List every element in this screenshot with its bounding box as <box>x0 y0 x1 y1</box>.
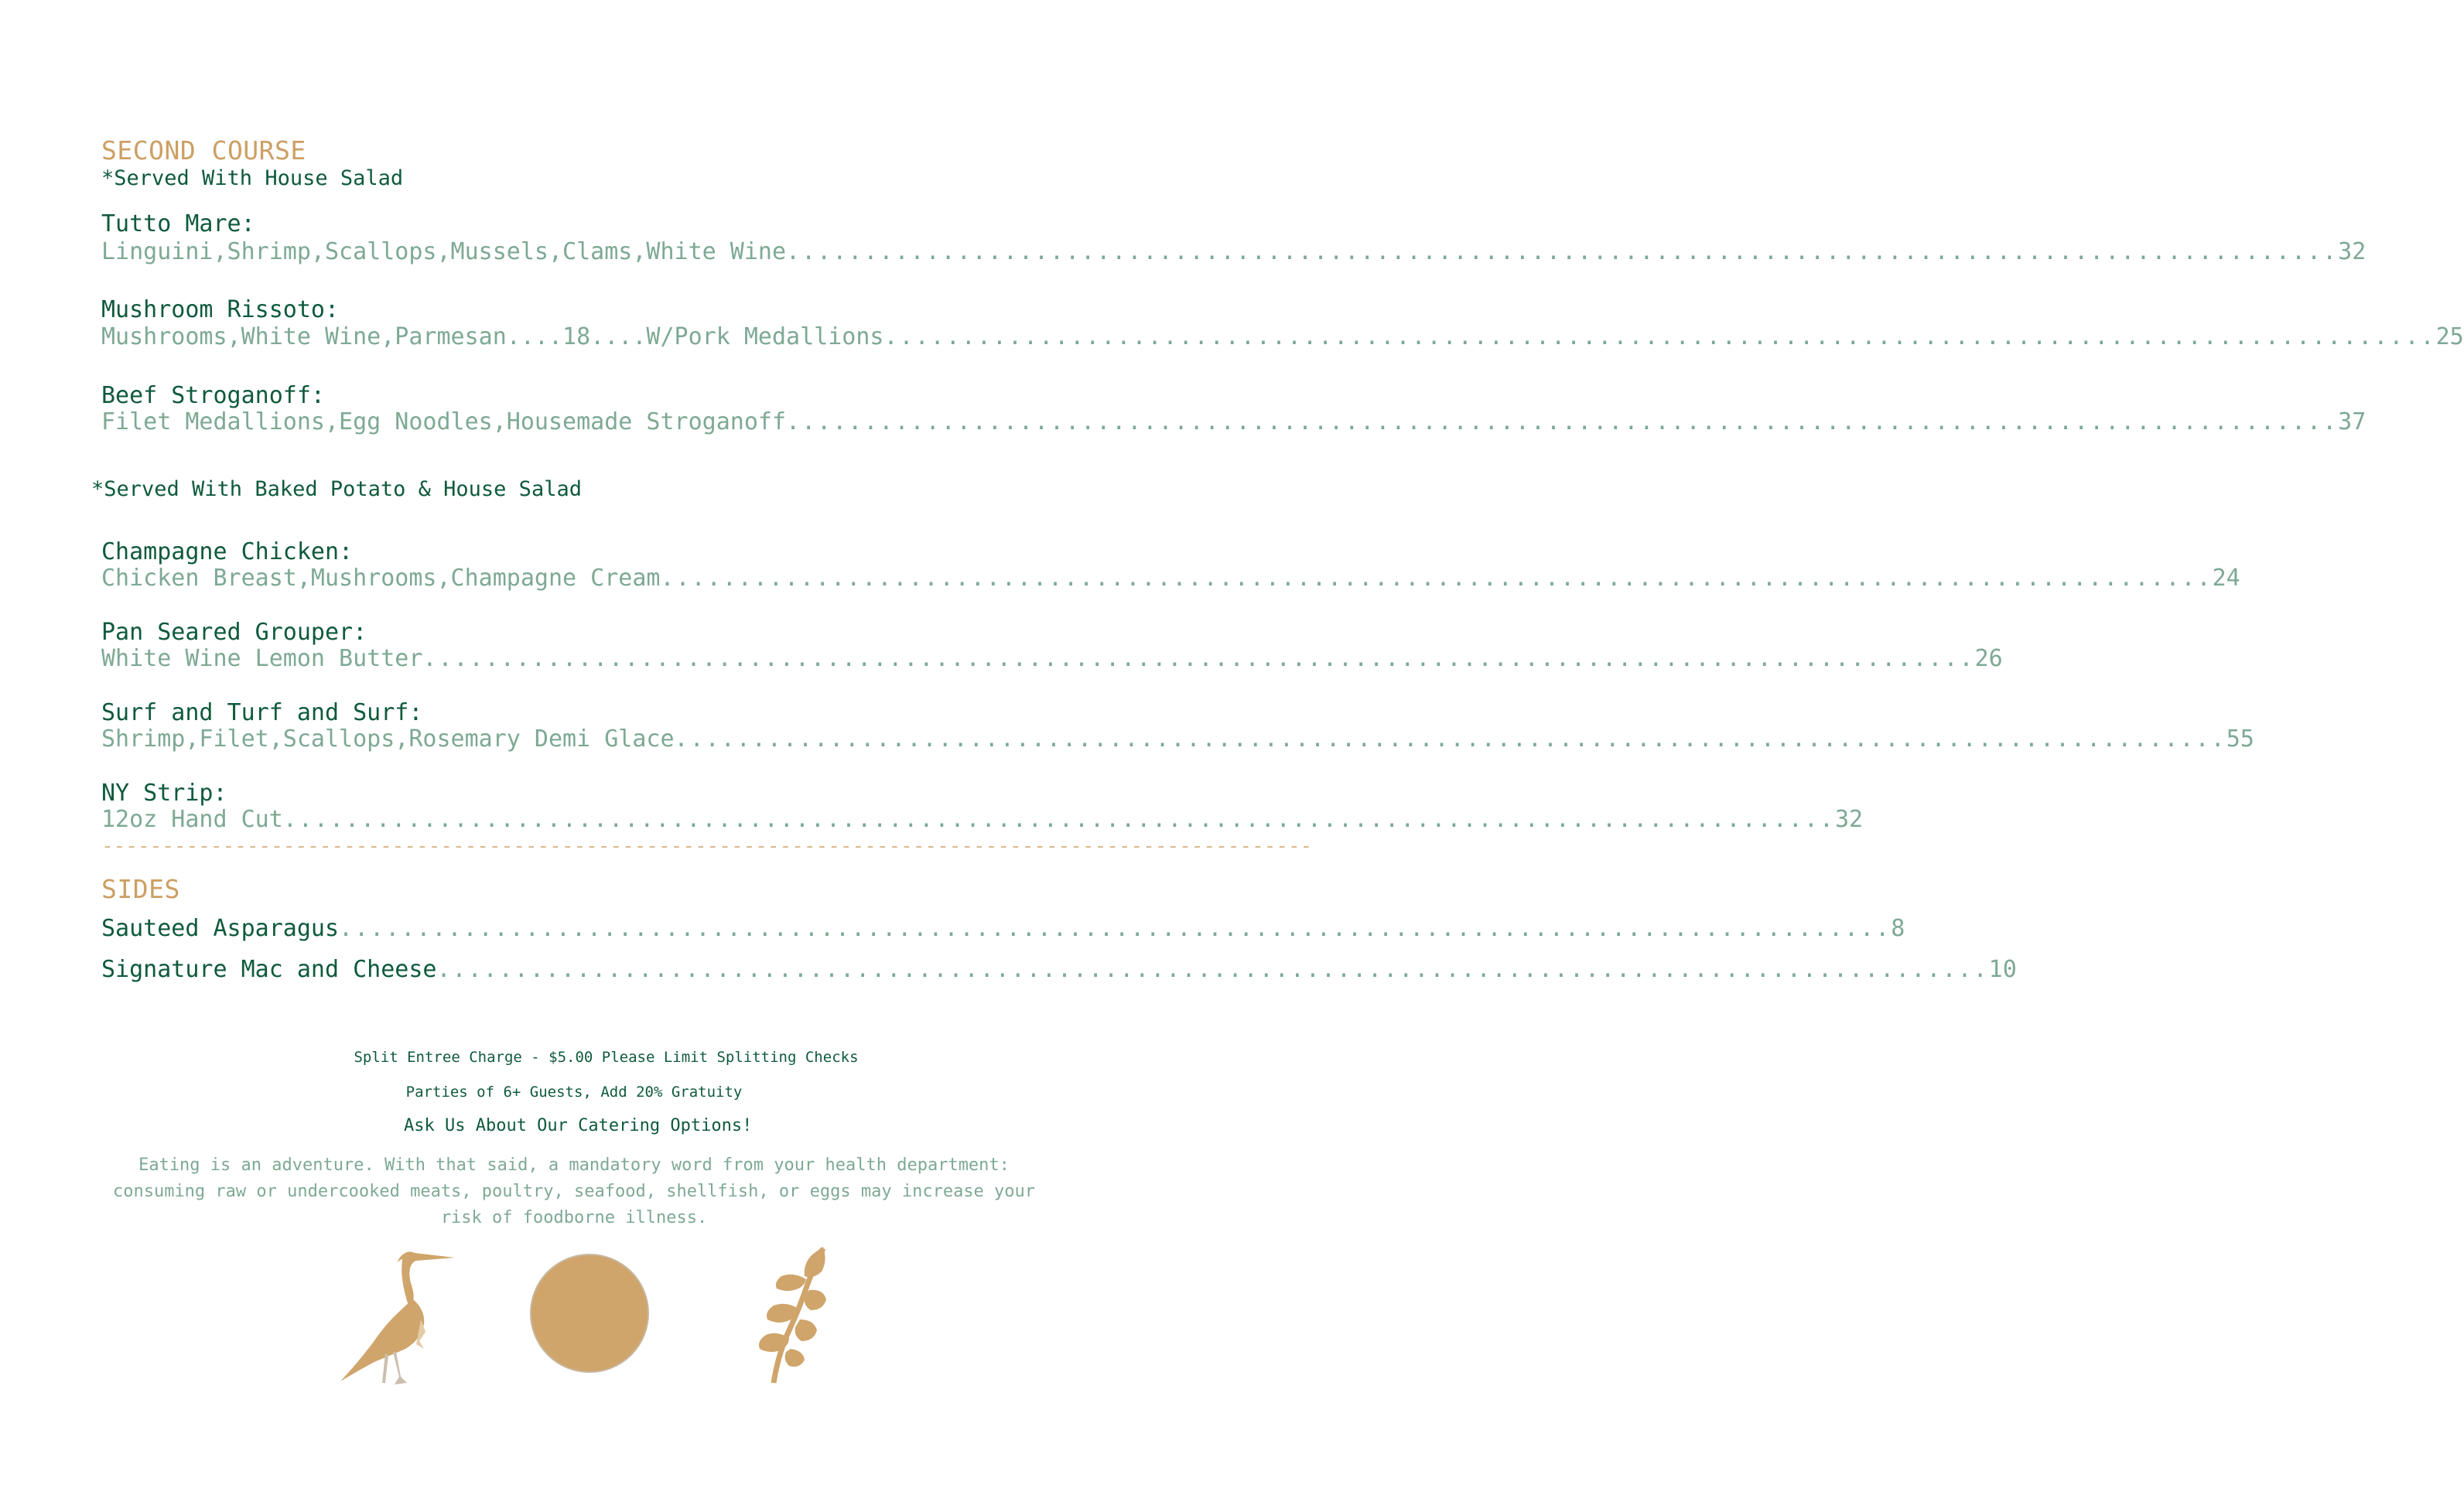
side-item-name: Signature Mac and Cheese <box>101 956 437 983</box>
dot-leader: .................................................................................................... <box>339 915 1892 942</box>
served-with-potato-note: *Served With Baked Potato & House Salad <box>91 477 582 501</box>
leaf-branch-icon <box>743 1245 828 1384</box>
menu-item-line <box>101 323 2464 350</box>
menu-item-price: 24 <box>2212 565 2240 592</box>
dot-leader: .................................................................................................... <box>660 565 2213 592</box>
dot-leader: .................................................................................................... <box>674 725 2226 753</box>
side-item-price: 10 <box>1988 956 2017 983</box>
dot-leader: .................................................................................................... <box>422 645 1975 672</box>
gratuity-note: Parties of 6+ Guests, Add 20% Gratuity <box>405 1084 743 1101</box>
menu-item-line <box>101 565 2240 592</box>
menu-item-line <box>101 725 2254 753</box>
menu-item-price: 26 <box>1974 645 2003 672</box>
catering-note: Ask Us About Our Catering Options! <box>404 1116 753 1135</box>
menu-item-line <box>101 806 1864 833</box>
menu-item-name: NY Strip: <box>101 780 227 807</box>
menu-item-line <box>101 645 2003 672</box>
sun-circle-icon <box>529 1253 650 1374</box>
menu-item-name: Surf and Turf and Surf: <box>101 699 423 726</box>
menu-item-price: 32 <box>1834 806 1864 833</box>
menu-item-name: Mushroom Rissoto: <box>101 296 340 323</box>
menu-item-description: White Wine Lemon Butter <box>101 645 423 672</box>
dot-leader: .................................................................................................... <box>786 238 2339 265</box>
dot-leader: .................................................................................................... <box>436 956 1989 983</box>
side-item-line <box>101 956 2017 983</box>
side-item-price: 8 <box>1891 915 1905 942</box>
menu-item-price: 32 <box>2338 238 2367 265</box>
dot-leader: .................................................................................................... <box>282 806 1835 833</box>
heron-icon <box>337 1245 461 1384</box>
menu-item-description: Mushrooms,White Wine,Parmesan....18....W/Pork Medallions <box>101 323 884 350</box>
menu-item-name: Champagne Chicken: <box>101 538 354 565</box>
split-charge-note: Split Entree Charge - $5.00 Please Limit Splitting Checks <box>354 1049 859 1066</box>
section-title-second-course: SECOND COURSE <box>101 135 306 166</box>
side-item-line <box>101 915 1905 942</box>
dot-leader: .................................................................................................... <box>883 323 2436 350</box>
menu-item-description: Linguini,Shrimp,Scallops,Mussels,Clams,White Wine <box>101 238 787 265</box>
health-disclaimer: Eating is an adventure. With that said, a mandatory word from your health department: consuming raw or undercooked meats, poultry, seafood, shellfish, or eggs may increase your risk of foodborne illness. <box>112 1156 1036 1227</box>
served-with-note: *Served With House Salad <box>101 166 404 190</box>
menu-item-name: Beef Stroganoff: <box>101 382 325 409</box>
menu-item-line <box>101 408 2367 435</box>
section-title-sides: SIDES <box>101 874 180 904</box>
menu-item-line <box>101 238 2367 265</box>
menu-item-description: Shrimp,Filet,Scallops,Rosemary Demi Glace <box>101 725 675 753</box>
menu-item-price: 25 <box>2435 323 2464 350</box>
menu-item-price: 37 <box>2338 408 2367 435</box>
menu-item-description: Filet Medallions,Egg Noodles,Housemade Stroganoff <box>101 408 787 435</box>
menu-item-name: Tutto Mare: <box>101 210 255 237</box>
side-item-name: Sauteed Asparagus <box>101 915 340 942</box>
dot-leader: .................................................................................................... <box>786 408 2339 435</box>
menu-item-name: Pan Seared Grouper: <box>101 619 367 646</box>
menu-item-description: 12oz Hand Cut <box>101 806 283 833</box>
menu-item-description: Chicken Breast,Mushrooms,Champagne Cream <box>101 565 661 592</box>
menu-item-price: 55 <box>2226 725 2254 753</box>
dashed-divider: ---------------------------------------------------------------------------------------------------- <box>101 835 1313 858</box>
